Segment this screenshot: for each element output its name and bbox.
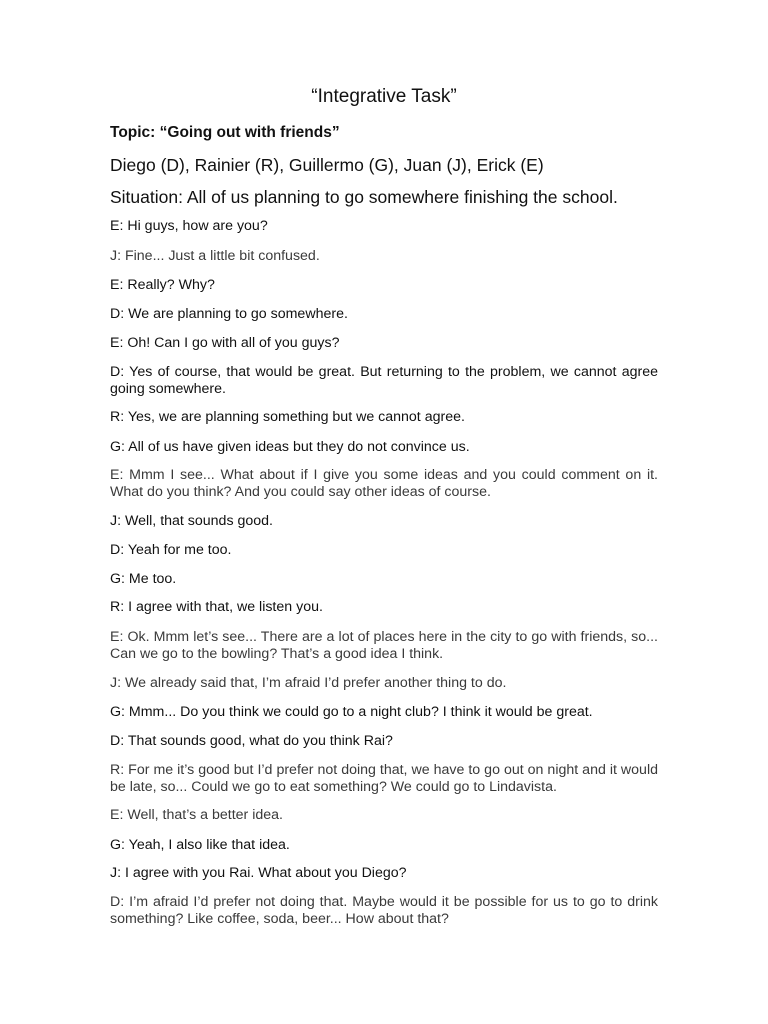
dialogue-line: G: Me too. bbox=[110, 571, 177, 587]
dialogue-line: G: Mmm... Do you think we could go to a night club? I think it would be great. bbox=[110, 704, 593, 720]
dialogue-line: R: I agree with that, we listen you. bbox=[110, 599, 323, 615]
document-title: “Integrative Task” bbox=[311, 86, 457, 107]
topic-line: Topic: “Going out with friends” bbox=[110, 124, 340, 141]
dialogue-line: D: We are planning to go somewhere. bbox=[110, 306, 348, 322]
dialogue-line: E: Well, that’s a better idea. bbox=[110, 807, 283, 823]
dialogue-line: E: Hi guys, how are you? bbox=[110, 218, 268, 234]
situation-line: Situation: All of us planning to go somewhere finishing the school. bbox=[110, 187, 618, 207]
dialogue-line: J: I agree with you Rai. What about you Diego? bbox=[110, 865, 407, 881]
dialogue-line: G: Yeah, I also like that idea. bbox=[110, 837, 290, 853]
dialogue-line: D: Yes of course, that would be great. But returning to the problem, we cannot agree going somewhere. bbox=[110, 364, 658, 397]
dialogue-line: E: Oh! Can I go with all of you guys? bbox=[110, 335, 340, 351]
dialogue-line: R: For me it’s good but I’d prefer not doing that, we have to go out on night and it would be late, so... Could we go to eat something? We could go to Lindavista. bbox=[110, 762, 658, 795]
dialogue-line: D: Yeah for me too. bbox=[110, 542, 232, 558]
dialogue-line: R: Yes, we are planning something but we cannot agree. bbox=[110, 409, 465, 425]
dialogue-line: J: Fine... Just a little bit confused. bbox=[110, 248, 320, 264]
participants-line: Diego (D), Rainier (R), Guillermo (G), Juan (J), Erick (E) bbox=[110, 155, 544, 175]
dialogue-line: J: Well, that sounds good. bbox=[110, 513, 273, 529]
dialogue-line: E: Mmm I see... What about if I give you some ideas and you could comment on it. What do you think? And you could say other ideas of course. bbox=[110, 467, 658, 500]
dialogue-line: D: I’m afraid I’d prefer not doing that. Maybe would it be possible for us to go to drink something? Like coffee, soda, beer... How about that? bbox=[110, 894, 658, 927]
dialogue-line: J: We already said that, I’m afraid I’d prefer another thing to do. bbox=[110, 675, 507, 691]
dialogue-line: G: All of us have given ideas but they do not convince us. bbox=[110, 439, 470, 455]
dialogue-line: E: Ok. Mmm let’s see... There are a lot of places here in the city to go with friends, so... Can we go to the bowling? That’s a good idea I think. bbox=[110, 629, 658, 662]
dialogue-line: E: Really? Why? bbox=[110, 277, 215, 293]
dialogue-line: D: That sounds good, what do you think Rai? bbox=[110, 733, 393, 749]
